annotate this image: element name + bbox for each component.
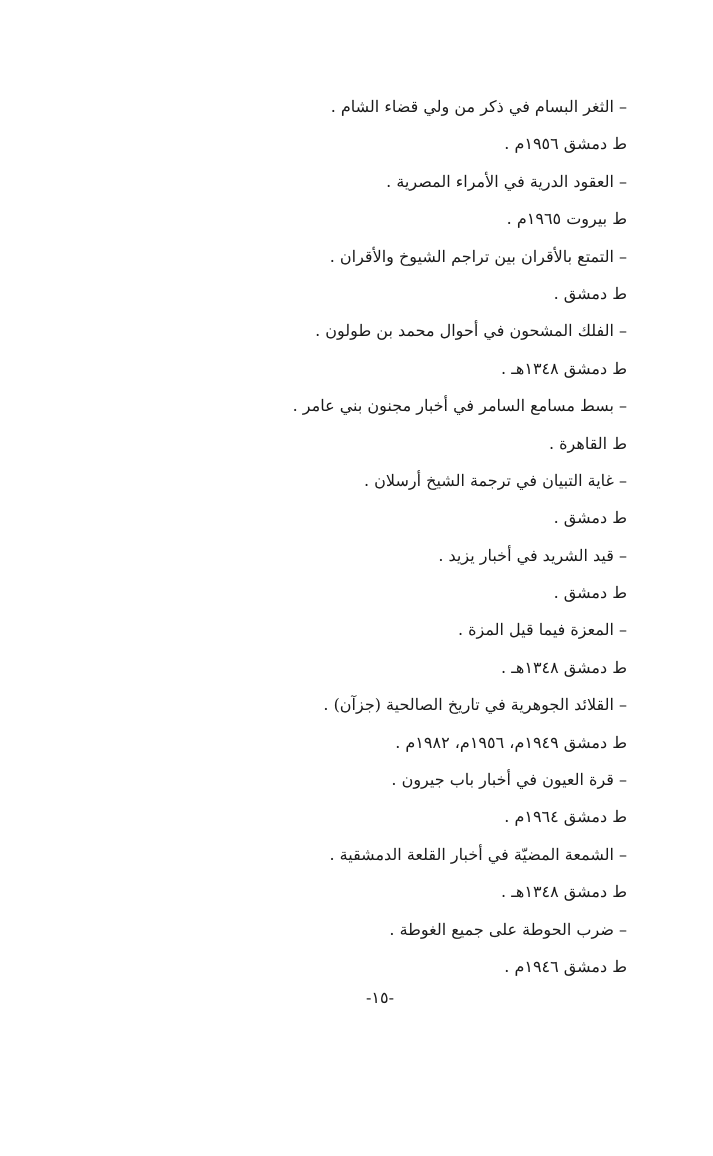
book-title-line: – الفلك المشحون في أحوال محمد بن طولون .	[315, 321, 627, 341]
publication-line: ط دمشق ١٩٤٦م .	[504, 956, 627, 976]
book-title-line: – المعزة فيما قيل المزة .	[458, 620, 627, 640]
publication-line: ط دمشق ١٣٤٨هـ .	[501, 358, 627, 378]
book-title-line: – القلائد الجوهرية في تاريخ الصالحية (جزآن) .	[323, 695, 627, 715]
publication-line: ط دمشق ١٩٥٦م .	[504, 134, 627, 154]
book-title-line: – قرة العيون في أخبار باب جيرون .	[391, 770, 627, 790]
publication-line: ط دمشق ١٩٤٩م، ١٩٥٦م، ١٩٨٢م .	[395, 732, 627, 752]
publication-line: ط دمشق .	[553, 583, 627, 603]
publication-line: ط دمشق ١٩٦٤م .	[504, 807, 627, 827]
book-title-line: – غاية التبيان في ترجمة الشيخ أرسلان .	[364, 470, 627, 490]
publication-line: ط بيروت ١٩٦٥م .	[506, 209, 627, 229]
publication-line: ط القاهرة .	[549, 433, 627, 453]
book-title-line: – ضرب الحوطة على جميع الغوطة .	[389, 919, 627, 939]
publication-line: ط دمشق ١٣٤٨هـ .	[501, 657, 627, 677]
book-title-line: – الثغر البسام في ذكر من ولي قضاء الشام .	[330, 97, 627, 116]
book-title-line: – قيد الشريد في أخبار يزيد .	[438, 545, 627, 565]
book-title-line: – بسط مسامع السامر في أخبار مجنون بني عامر .	[292, 396, 627, 416]
publication-line: ط دمشق .	[553, 283, 627, 303]
book-title-line: – الشمعة المضيّة في أخبار القلعة الدمشقية .	[329, 844, 627, 864]
page-number: -١٥-	[366, 988, 394, 1007]
book-title-line: – العقود الدرية في الأمراء المصرية .	[386, 171, 627, 191]
book-title-line: – التمتع بالأقران بين تراجم الشيوخ والأقران .	[329, 246, 627, 266]
publication-line: ط دمشق .	[553, 508, 627, 528]
publication-line: ط دمشق ١٣٤٨هـ .	[501, 882, 627, 902]
bibliography-list	[227, 88, 627, 985]
